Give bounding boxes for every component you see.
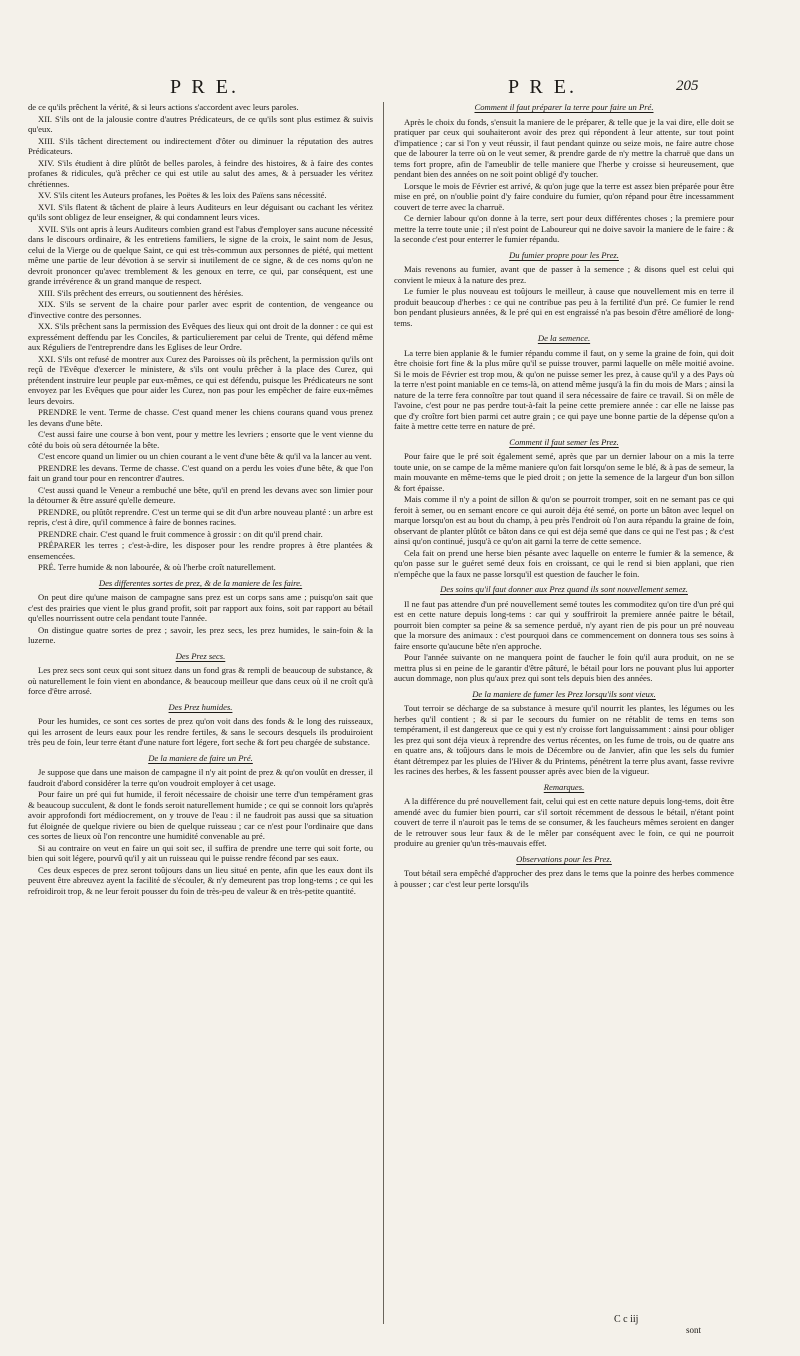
paragraph: PRENDRE chair. C'est quand le fruit commence à grossir : on dit qu'il prend chair. — [38, 528, 323, 539]
paragraph: PRÉ. Terre humide & non labourée, & où l'herbe croît naturellement. — [38, 562, 276, 572]
paragraph: Si au contraire on veut en faire un qui soit sec, il suffira de prendre une terre qui soit forte, ou bien qui soit légere, pourvû qu'il y ait un ruisseau qui le puisse rendre fécond par ses eaux. — [28, 842, 373, 863]
paragraph: Tout terroir se décharge de sa substance à mesure qu'il nourrit les plantes, les légumes ou les herbes qu'il contient ; & si par le secours du fumier on ne rétablit de tems en tems son tempérament, il est dangereux que ce qui y est n'y croisse fort languissamment : ainsi pour obliger les prez qui sont déja vieux à reprendre des vertus récentes, on les fume de trois, ou de quatre ans en quatre ans, & toûjours dans le mois de Décembre ou de Janvier, afin que les sels du fumier étant détrempez par les pluies de l'Hiver & du Printems, pénétrent la terre plus avant, fasse revivre les racines des herbes, & les fassent pousser après avec bien de la vigueur. — [394, 703, 734, 776]
paragraph: PRENDRE le vent. Terme de chasse. C'est quand mener les chiens courans quand vous prenez les devans d'une bête. — [28, 407, 373, 428]
paragraph: On peut dire qu'une maison de campagne sans prez est un corps sans ame ; puisqu'on sait que c'est des prairies que vient le plus grand profit, soit par rapport aux foins, soit par rapport au bétail qu'elles nourrissent outre cela pendant toute l'année. — [28, 592, 373, 623]
section-heading: Observations pour les Prez. — [516, 853, 612, 864]
section-heading: Comment il faut préparer la terre pour faire un Pré. — [474, 102, 654, 112]
paragraph: XVI. S'ils flatent & tâchent de plaire à leurs Auditeurs en leur déguisant ou cachant les véritez qu'ils sont obligez de leur enseigner, & qui condamnent leurs vices. — [28, 201, 373, 222]
section-heading: Des differentes sortes de prez, & de la maniere de les faire. — [98, 577, 303, 588]
paragraph: XIII. S'ils tâchent directement ou indirectement d'ôter ou diminuer la réputation des autres Prédicateurs. — [28, 135, 373, 156]
section-heading: Du fumier propre pour les Prez. — [509, 249, 619, 260]
paragraph: C'est encore quand un limier ou un chien courant a le vent d'une bête & qu'il va la lancer au vent. — [38, 451, 372, 461]
page-number: 205 — [676, 78, 699, 94]
paragraph: Il ne faut pas attendre d'un pré nouvellement semé toutes les commoditez qu'on tire d'un pré qui est en cette nature depuis long-tems : car qui y souffriroit la premiere année paitre le bétail, pourroit bien compter sa peine & sa semence perduë, n'y ayant rien de pis pour un pré nouveau que la morsure des animaux : c'est pourquoi dans ce commencement on donnera tous ses soins à faire ensorte qu'aucune bête n'en approche. — [394, 598, 734, 651]
signature-mark: C c iij — [614, 1314, 639, 1325]
paragraph: PRENDRE, ou plûtôt reprendre. C'est un terme qui se dit d'un arbre nouveau planté : un arbre est repris, c'est à dire, qu'il commence à faire de bonnes racines. — [28, 506, 373, 527]
paragraph: Mais comme il n'y a point de sillon & qu'on se pourroit tromper, soit en ne semant pas ce qui feroit à semer, ou en semant encore ce qui auroit déja été semé, on porte un bâton avec lequel on marque lorsqu'on est au bout du champ, à peu près l'endroit où l'on aura répandu la graine de foin, observant de planter plûtôt ce bâton dans ce qui est déja semé que dans ce qui ne l'est pas ; & c'est ainsi qu'on continué, jusqu'à ce qu'on ait garni la terre de cette semence. — [394, 494, 734, 546]
paragraph: Le fumier le plus nouveau est toûjours le meilleur, à cause que nouvellement mis en terre il produit beaucoup d'herbes : ce qui ne contribue pas peu à la fertilité d'un pré. Ce fumier le rend bon pendant plusieurs années, & le pré qui en est engraissé n'a pas besoin d'être amélioré de long-tems. — [394, 286, 734, 328]
paragraph: XIX. S'ils se servent de la chaire pour parler avec esprit de contention, de vengeance ou d'invective contre des personnes. — [28, 299, 373, 320]
paragraph: A la différence du pré nouvellement fait, celui qui est en cette nature depuis long-tems, doit être amendé avec du fumier bien pourri, car s'il sortoit récemment de dessous le bétail, n'étant point couvert de terre il n'auroit pas le tems de se consumer, & les faucheurs mêmes seroient en danger de le retrouver sous leur faux & de le mêler par conséquent avec le foin, ce qui ne pourroit produire au grenier qu'un très-mauvais effet. — [394, 796, 734, 848]
paragraph: Cela fait on prend une herse bien pésante avec laquelle on enterre le fumier & la semence, & qu'on passe sur le guéret semé deux fois en croissant, ce qui le rend si bien applani, que rien n'empêche que la faux ne passe lorsqu'il est question de faucher le foin. — [394, 547, 734, 579]
paragraph: C'est aussi faire une course à bon vent, pour y mettre les levriers ; ensorte que le vent vienne du côté du bois où sera détournée la bête. — [28, 429, 373, 450]
paragraph: Ce dernier labour qu'on donne à la terre, sert pour deux différentes choses ; la premiere pour mettre la terre toute unie ; il n'est point de Laboureur qui ne doive savoir la maniere de le faire : & la seconde c'est pour enterrer le fumier répandu. — [394, 213, 734, 244]
section-heading: Remarques. — [543, 781, 585, 792]
section-heading: De la maniere de faire un Pré. — [148, 752, 253, 763]
paragraph: La terre bien applanie & le fumier répandu comme il faut, on y seme la graine de foin, qui doit être choisie fort fine & la plus mûre qu'il se puisse trouver, parmi laquelle on mêle moitié avoine. Si le mois de Février est trop mou, & qu'on ne puisse semer les prez, à cause qu'il y a des Pays où la terre n'est point maniable en ce tems-là, on attend même jusqu'à la fin du mois de Mars ; ainsi la nature de la terre fera connoître par tout quand il sera nécessaire de faire ce travail. Si on mêle de l'avoine, c'est pour ne pas perdre tout-à-fait la peine cette premiere année : car elle ne laisse pas que d'y croître fort bien parmi cet autre grain ; ce qui paye une bonne partie de la dépense qu'on a faite à mettre cette terre en nature de pré. — [394, 347, 734, 431]
paragraph: XV. S'ils citent les Auteurs profanes, les Poëtes & les loix des Païens sans nécessité. — [38, 190, 327, 200]
section-heading: De la semence. — [537, 333, 591, 343]
catchword: sont — [686, 1325, 702, 1335]
paragraph: Mais revenons au fumier, avant que de passer à la semence ; & disons quel est celui qui convient le mieux à la nature des prez. — [394, 264, 734, 285]
section-heading: Comment il faut semer les Prez. — [509, 436, 619, 447]
paragraph: Pour l'année suivante on ne manquera point de faucher le foin qu'il aura produit, on ne se mettra plus si en peine de le garantir d'être pâturé, le bétail pour lors ne pouvant plus lui apporter aucun dommage, non plus qu'aux prez qui sont tels depuis bien des années. — [394, 652, 734, 683]
paragraph: On distingue quatre sortes de prez ; savoir, les prez secs, les prez humides, le sain-foin & la luzerne. — [28, 624, 373, 645]
paragraph: Pour les humides, ce sont ces sortes de prez qu'on voit dans des fonds & le long des ruisseaux, qui les arrosent de leurs eaux pour les rendre fertiles, & sans le secours desquels ils produiroient très peu de foin, leur terre étant d'une nature fort légere, fort seche & fort peu chargée de substance. — [28, 716, 373, 747]
paragraph: XX. S'ils prêchent sans la permission des Evêques des lieux qui ont droit de la donner : ce qui est expressément deffendu par les Conciles, & particulierement par celui de Trente, qui défend même aux Réguliers de l'entreprendre dans les Eglises de leur Ordre. — [28, 321, 373, 352]
paragraph: Tout bétail sera empêché d'approcher des prez dans le tems que la poinre des herbes commence à pousser ; car c'est leur perte lorsqu'ils — [394, 868, 734, 889]
section-heading: Des Prez secs. — [175, 650, 226, 661]
paragraph: XXI. S'ils ont refusé de montrer aux Curez des Paroisses où ils prêchent, la permission qu'ils ont reçû de l'Evêque d'exercer le ministere, & s'ils ont voulu prêcher à la place des Curez, qui prétendent instruire leur peuple par eux-mêmes, ce qui est défendu, puisque les Prédicateurs ne sont envoyez par les Evêques que pour aider les Curez, non pas pour les empêcher de faire eux-mêmes leurs devoirs. — [28, 353, 373, 406]
paragraph: XIII. S'ils prêchent des erreurs, ou soutiennent des hérésies. — [38, 287, 244, 298]
column-divider — [383, 102, 384, 1324]
paragraph: XVII. S'ils ont apris à leurs Auditeurs combien grand est l'abus d'employer sans aucune nécessité dans le discours ordinaire, & les entretiens familiers, le signe de la croix, le saint nom de Jesus, celui de la Vierge ou de quelque Saint, ce qui est très-commun aux personnes de piété, qui mettent même une partie de leur dévotion à se servir si inutilement de ce signe, & de ces noms qu'on ne devroit prononcer qu'avec tremblement & les genoux en terre, ce qui, par conséquent, est une grande irrévérence & un grand manque de respect. — [28, 223, 373, 286]
paragraph: C'est aussi quand le Veneur a rembuché une bête, qu'il en prend les devans avec son limier pour la détourner & être assuré qu'elle demeure. — [28, 484, 373, 505]
running-head-right: P R E. — [508, 76, 577, 98]
paragraph: Ces deux especes de prez seront toûjours dans un lieu situé en pente, afin que les eaux dont ils peuvent être abreuvez ayent la facilité de s'écouler, & n'y demeurent pas trop long-tems ; ce qui les refroidiroit trop, & ne leur feroit pousser du foin de très-peu de valeur & en très-petite quantité. — [28, 864, 373, 896]
running-head-left: P R E. — [170, 76, 239, 98]
section-heading: Des Prez humides. — [168, 701, 233, 712]
paragraph: XII. S'ils ont de la jalousie contre d'autres Prédicateurs, de ce qu'ils sont plus estimez & suivis qu'eux. — [28, 113, 373, 134]
paragraph: PRÉPARER les terres ; c'est-à-dire, les disposer pour les rendre propres à être plantées & ensemencées. — [28, 540, 373, 561]
paragraph: Pour faire un pré qui fut humide, il feroit nécessaire de choisir une terre d'un tempérament gras & beaucoup succulent, & dont le fonds seroit naturellement humide ; ce qui se connoit lors qu'après avoir approfondi fort médiocrement, on y trouve de l'eau : il ne faudroit pas aussi que sa situation fut éloignée de quelque riviere ou bien de quelque ruisseau ; car ce n'est pour l'ordinaire que dans ces sortes de lieux où l'on rencontre une humidité convenable au pré. — [28, 789, 373, 841]
paragraph: Après le choix du fonds, s'ensuit la maniere de le préparer, & telle que je la vai dire, elle doit se pratiquer par ceux qui souhaiteront avoir des prez qui répondent à leur attente, sur tout point d'impatience ; car si l'on y veut réussir, il faut pendant quinze ou seize mois, ne faire autre chose que de labourer la terre où on le veut semer, & prendre garde de n'y mettre la charruë que dans un tems fort propre, afin de l'ameublir de telle maniere que l'herbe y croisse si heureusement, que pendant bien des années on ne soit point obligé d'y toucher. — [394, 116, 734, 179]
paragraph: PRENDRE les devans. Terme de chasse. C'est quand on a perdu les voies d'une bête, & que l'on fait un grand tour pour en rencontrer d'autres. — [28, 462, 373, 483]
paragraph: Je suppose que dans une maison de campagne il n'y ait point de prez & qu'on voulût en dresser, il faudroit d'abord considérer la terre qu'on voudroit employer à cet usage. — [28, 767, 373, 788]
section-heading: Des soins qu'il faut donner aux Prez quand ils sont nouvellement semez. — [440, 584, 688, 594]
right-column — [394, 102, 734, 890]
paragraph: XIV. S'ils étudient à dire plûtôt de belles paroles, à feindre des histoires, & à faire des contes profanes & ridicules, qu'à prêcher ce qui est utile au salut des ames, & à persuader les véritez chrétiennes. — [28, 157, 373, 189]
paragraph: Pour faire que le pré soit également semé, après que par un dernier labour on a mis la terre toute unie, on se campe de la même maniere qu'on fait lorsqu'on seme le blé, & à pas de semeur, la main mouvante en même-tems que le pied droit ; on jette la semence de la largeur d'un bon sillon & fort épaisse. — [394, 451, 734, 493]
paragraph: Lorsque le mois de Février est arrivé, & qu'on juge que la terre est assez bien préparée pour être mise en pré, on n'oublie point d'y faire conduire du fumier, qu'on répand pour être incessamment couvert de terre avec la charruë. — [394, 180, 734, 212]
section-heading: De la maniere de fumer les Prez lorsqu'ils sont vieux. — [472, 688, 656, 699]
paragraph: de ce qu'ils prêchent la vérité, & si leurs actions s'accordent avec leurs paroles. — [28, 102, 299, 112]
left-column — [28, 102, 373, 897]
paragraph: Les prez secs sont ceux qui sont situez dans un fond gras & rempli de beaucoup de substance, & où naturellement le foin vient en abondance, & beaucoup meilleur que dans ceux où il ne croît qu'à force d'être arrosé. — [28, 665, 373, 696]
